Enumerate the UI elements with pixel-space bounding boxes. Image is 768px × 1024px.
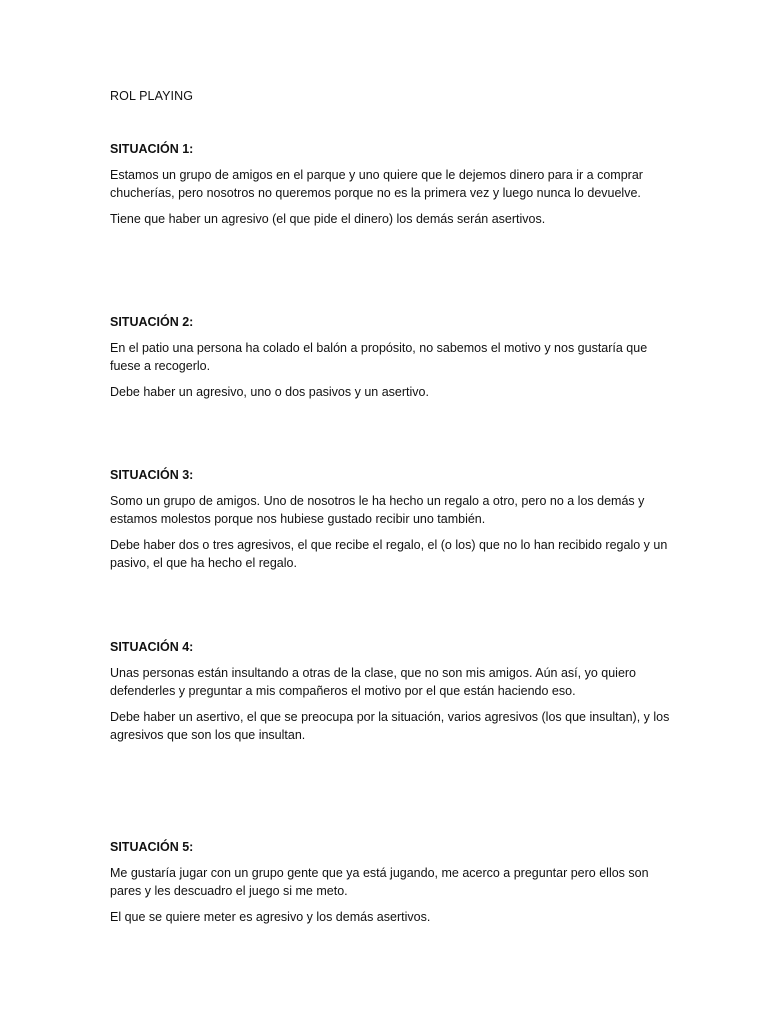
situation-5-roles: El que se quiere meter es agresivo y los demás asertivos. (110, 910, 431, 924)
situation-4-description: Unas personas están insultando a otras de la clase, que no son mis amigos. Aún así, yo quiero defenderles y preguntar a mis compañeros el motivo por el que están haciendo eso. (110, 666, 637, 698)
situation-4-heading: SITUACIÓN 4: (110, 640, 194, 654)
situation-2-heading: SITUACIÓN 2: (110, 315, 194, 329)
situation-1-roles: Tiene que haber un agresivo (el que pide el dinero) los demás serán asertivos. (110, 212, 546, 226)
situation-1-heading: SITUACIÓN 1: (110, 142, 194, 156)
situation-3-section (110, 466, 670, 580)
situation-2-roles: Debe haber un agresivo, uno o dos pasivos y un asertivo. (110, 385, 429, 399)
situation-1-section (110, 140, 670, 236)
situation-2-section (110, 313, 670, 409)
situation-3-heading: SITUACIÓN 3: (110, 468, 194, 482)
situation-1-description: Estamos un grupo de amigos en el parque y uno quiere que le dejemos dinero para ir a comprar chucherías, pero nosotros no queremos porque no es la primera vez y luego nunca lo devuelve. (110, 168, 643, 200)
situation-5-heading: SITUACIÓN 5: (110, 840, 194, 854)
situation-3-description: Somo un grupo de amigos. Uno de nosotros le ha hecho un regalo a otro, pero no a los demás y estamos molestos porque nos hubiese gustado recibir uno también. (110, 494, 645, 526)
situation-5-description: Me gustaría jugar con un grupo gente que ya está jugando, me acerco a preguntar pero ellos son pares y les descuadro el juego si me meto. (110, 866, 649, 898)
situation-4-roles: Debe haber un asertivo, el que se preocupa por la situación, varios agresivos (los que insultan), y los agresivos que son los que insultan. (110, 710, 670, 742)
situation-3-roles: Debe haber dos o tres agresivos, el que recibe el regalo, el (o los) que no lo han recibido regalo y un pasivo, el que ha hecho el regalo. (110, 538, 668, 570)
document-title: ROL PLAYING (110, 89, 194, 103)
situation-2-description: En el patio una persona ha colado el balón a propósito, no sabemos el motivo y nos gustaría que fuese a recogerlo. (110, 341, 648, 373)
situation-5-section (110, 838, 670, 934)
situation-4-section (110, 638, 670, 752)
